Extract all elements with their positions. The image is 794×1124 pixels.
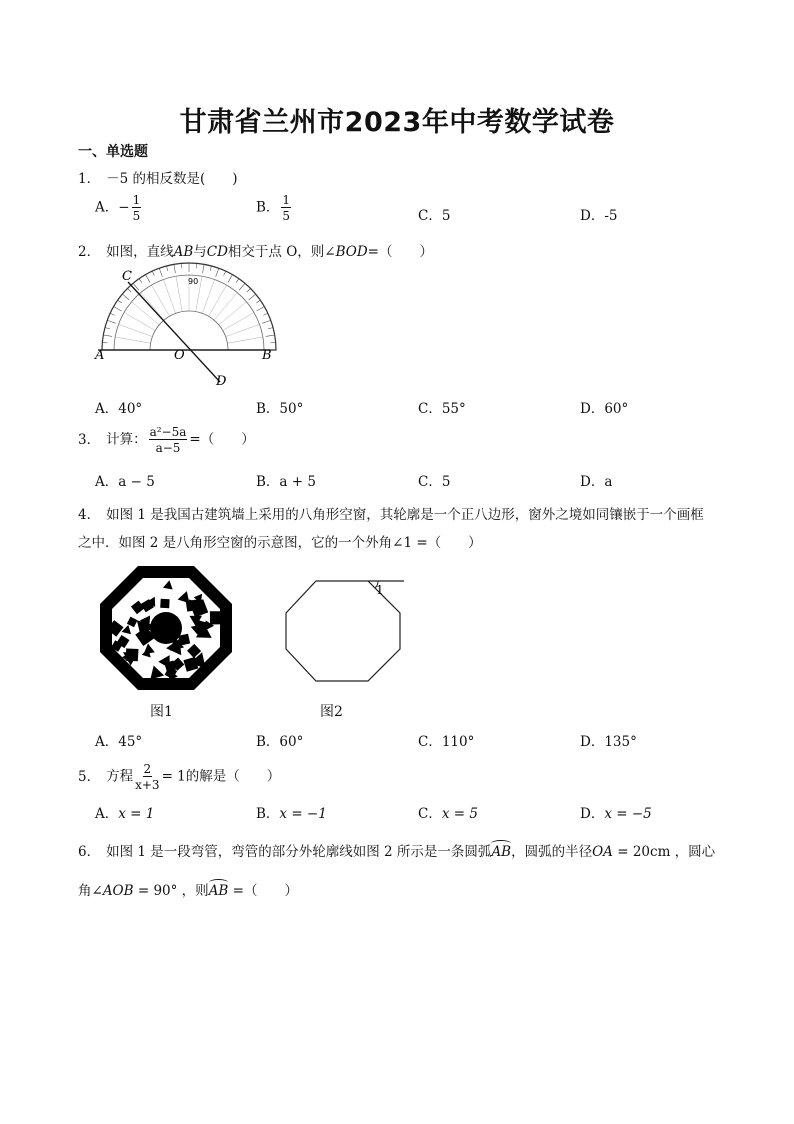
protractor-radial-line (209, 285, 227, 316)
question-3: 3． 计算： $\frac{\text{a²−5a}}{a-5}$ =（ ） (78, 425, 255, 455)
q2-option-d[interactable]: D．60° (580, 401, 629, 417)
q3-option-c[interactable]: C．5 (418, 474, 451, 490)
q5-option-c[interactable]: C．x = 5 (418, 806, 478, 822)
question-6-line-2: 角∠AOB = 90° ，则AB =（ ） (78, 883, 298, 899)
protractor-tick (256, 300, 260, 303)
question-6-line-1: 6． 如图 1 是一段弯管，弯管的部分外轮廓线如图 2 所示是一条圆弧AB，圆弧的半径OA = 20cm ，圆心 (78, 844, 716, 860)
protractor-radial-line (176, 276, 182, 311)
protractor-tick (103, 335, 112, 337)
octagon-diagram (282, 575, 406, 687)
q3-option-d[interactable]: D．a (580, 474, 613, 490)
question-1 (78, 167, 238, 187)
protractor-tick (152, 271, 154, 276)
protractor-tick (257, 307, 265, 312)
protractor-tick (210, 266, 211, 271)
lattice-piece (139, 620, 151, 632)
point-c-label: C (122, 269, 132, 284)
q5-option-a[interactable]: A．x = 1 (95, 806, 155, 822)
protractor-tick (127, 288, 131, 292)
question-stem: －5 的相反数是( ) (106, 171, 238, 187)
q3-option-b[interactable]: B．a + 5 (256, 474, 316, 490)
protractor-tick (110, 313, 115, 315)
fraction: $\frac{1}{5}$ (132, 193, 141, 223)
protractor-radial-line (202, 280, 214, 314)
protractor-tick (239, 283, 245, 290)
figure-1-caption: 图1 (150, 704, 173, 720)
q5-option-d[interactable]: D．x = −5 (580, 806, 652, 822)
point-d-label: D (216, 374, 227, 389)
angle-1-label: 1 (376, 583, 384, 597)
protractor-radial-line (226, 324, 260, 336)
protractor-radial-line (124, 313, 155, 331)
protractor-radial-line (163, 280, 175, 314)
protractor-figure (90, 262, 290, 390)
protractor-radial-line (119, 324, 153, 336)
protractor-radial-line (141, 293, 164, 321)
protractor-tick (247, 288, 251, 292)
protractor-tick (224, 271, 226, 276)
q4-option-a[interactable]: A．45° (95, 734, 143, 750)
protractor-small-arc (150, 311, 228, 350)
protractor-radial-line (115, 337, 150, 343)
protractor-tick (139, 279, 142, 283)
protractor-tick (118, 300, 122, 303)
point-o-label: O (174, 348, 185, 363)
lattice-piece (160, 599, 169, 609)
octagon-window-figure (100, 566, 232, 690)
question-number: 1． (78, 171, 101, 187)
q2-option-b[interactable]: B．50° (256, 401, 304, 417)
question-5: 5． 方程 $\frac{2}{x+3}$ = 1的解是（ ） (78, 762, 281, 792)
question-4-line-2: 之中．如图 2 是八角形空窗的示意图，它的一个外角∠1 =（ ） (78, 535, 482, 551)
q2-option-c[interactable]: C．55° (418, 401, 466, 417)
figure-2-caption: 图2 (320, 704, 343, 720)
protractor-radial-line (227, 337, 262, 343)
protractor-radial-line (152, 285, 170, 316)
protractor-tick (249, 294, 256, 300)
protractor-tick (263, 313, 268, 315)
q2-option-a[interactable]: A．40° (95, 401, 143, 417)
page-title: 甘肃省兰州市2023年中考数学试卷 (179, 107, 615, 138)
lattice-piece (210, 611, 223, 624)
question-number: 3． (78, 431, 101, 448)
question-number: 5． (78, 768, 101, 785)
fraction: $\frac{2}{x+3}$ (135, 762, 160, 792)
protractor-tick (203, 264, 205, 273)
q4-option-c[interactable]: C．110° (418, 734, 475, 750)
point-b-label: B (262, 348, 272, 363)
protractor-tick (146, 275, 151, 283)
degree-90-label: 90 (188, 277, 199, 286)
protractor-tick (166, 266, 167, 271)
fraction: $\frac{\text{a²−5a}}{a-5}$ (149, 425, 187, 455)
question-number: 6． (78, 844, 101, 860)
protractor-tick (236, 279, 239, 283)
question-number: 4． (78, 507, 101, 523)
q1-option-b[interactable]: B． $\frac{1}{5}$ (256, 193, 291, 223)
question-4-line-1: 4． 如图 1 是我国古建筑墙上采用的八角形空窗，其轮廓是一个正八边形，窗外之境如同镶嵌于一个画框 (78, 507, 704, 523)
protractor-radial-line (214, 293, 237, 321)
protractor-radial-line (219, 302, 247, 325)
point-a-label: A (95, 348, 105, 363)
q4-option-d[interactable]: D．135° (580, 734, 637, 750)
protractor-tick (228, 275, 233, 283)
fraction: $\frac{1}{5}$ (282, 193, 291, 223)
protractor-tick (268, 327, 273, 328)
section-heading: 一、单选题 (78, 144, 148, 160)
protractor-tick (266, 335, 275, 337)
protractor-tick (216, 268, 219, 276)
arc-ab: AB (491, 844, 512, 860)
protractor-tick (174, 264, 176, 273)
q1-option-d[interactable]: D．-5 (580, 208, 618, 224)
question-number: 2． (78, 244, 101, 260)
line-cd (128, 282, 220, 382)
q5-option-b[interactable]: B．x = −1 (256, 806, 327, 822)
q1-option-c[interactable]: C．5 (418, 208, 451, 224)
protractor-tick (122, 294, 129, 300)
question-2: 2． 如图，直线AB与CD相交于点 O，则∠BOD=（ ） (78, 244, 433, 260)
protractor-tick (105, 327, 110, 328)
arc-ab: AB (208, 883, 229, 899)
protractor-tick (114, 307, 122, 312)
q4-option-b[interactable]: B．60° (256, 734, 304, 750)
protractor-tick (262, 320, 270, 323)
protractor-tick (159, 268, 162, 276)
q3-option-a[interactable]: A．a − 5 (95, 474, 155, 490)
protractor-radial-line (132, 302, 160, 325)
center-disc (150, 612, 182, 644)
q1-option-a[interactable]: A．− $\frac{1}{5}$ (95, 193, 141, 223)
protractor-radial-line (223, 313, 254, 331)
protractor-tick (107, 320, 115, 323)
